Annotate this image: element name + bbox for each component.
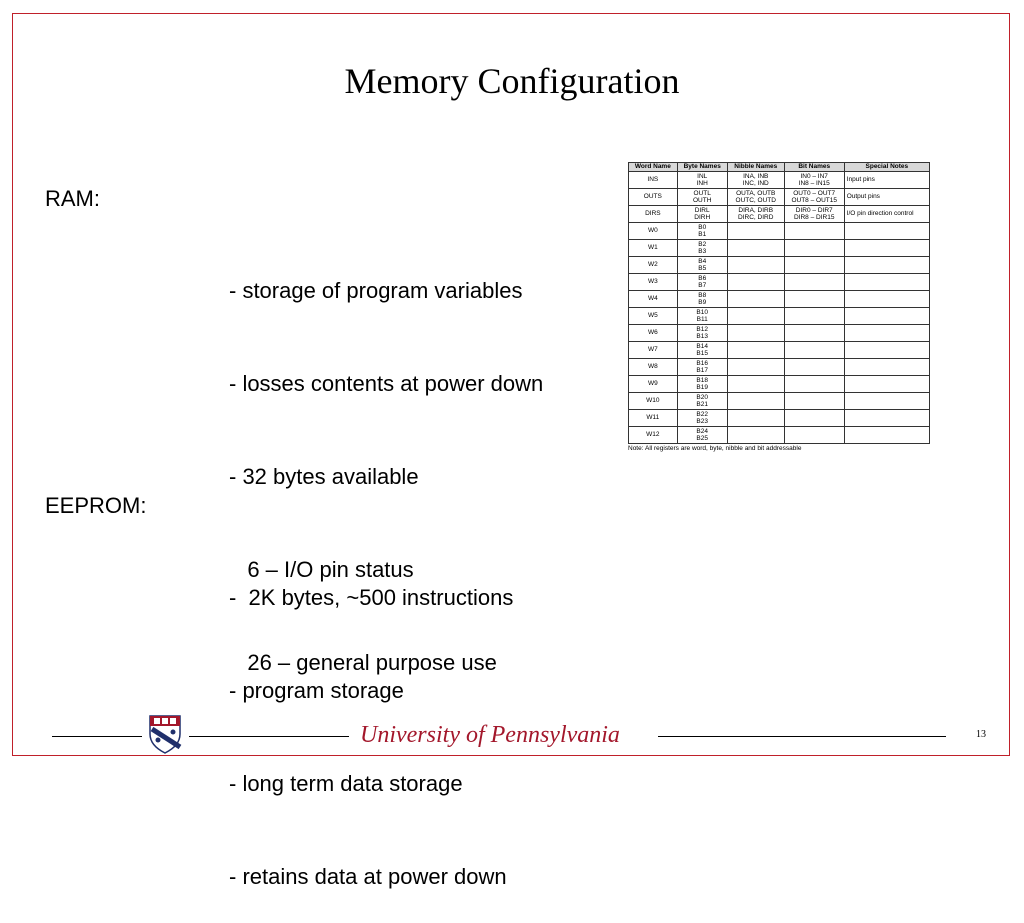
cell-line: B24	[696, 427, 708, 435]
cell-line: INL	[697, 172, 708, 180]
table-row	[629, 342, 930, 359]
table-cell-bits	[784, 427, 844, 444]
table-cell-bytes	[677, 172, 727, 189]
table-cell-bits	[784, 189, 844, 206]
cell-line: IN0 – IN7	[800, 172, 828, 180]
cell-line: B18	[696, 376, 708, 384]
cell-line: OUTC, OUTD	[735, 197, 776, 204]
cell-line: OUT0 – OUT7	[793, 189, 836, 197]
table-cell-nibbles	[727, 342, 784, 359]
table-cell-bytes	[677, 240, 727, 257]
table-cell-bytes	[677, 223, 727, 240]
table-cell-bits	[784, 206, 844, 223]
cell-line: B9	[698, 299, 707, 306]
cell-line: B12	[696, 325, 708, 333]
cell-line: DIRH	[694, 214, 711, 221]
table-cell-bytes	[677, 359, 727, 376]
table-cell-bits	[784, 359, 844, 376]
table-row	[629, 410, 930, 427]
table-cell-bits	[784, 223, 844, 240]
table-cell-notes	[844, 359, 929, 376]
table-cell-bytes	[677, 291, 727, 308]
table-cell-nibbles	[727, 427, 784, 444]
table-cell-nibbles	[727, 257, 784, 274]
table-cell-notes: Output pins	[844, 189, 929, 206]
table-cell-notes: Input pins	[844, 172, 929, 189]
page-title: Memory Configuration	[344, 61, 680, 101]
table-cell-bytes	[677, 393, 727, 410]
cell-line: INH	[696, 180, 708, 187]
cell-line: DIRA, DIRB	[738, 206, 774, 214]
table-row	[629, 359, 930, 376]
cell-line: B15	[696, 350, 708, 357]
table-cell-word: INS	[629, 172, 678, 189]
cell-line: B4	[698, 257, 707, 265]
table-cell-notes	[844, 342, 929, 359]
table-cell-bytes	[677, 189, 727, 206]
table-row	[629, 393, 930, 410]
table-cell-bytes	[677, 257, 727, 274]
table-cell-notes	[844, 240, 929, 257]
table-cell-bytes	[677, 376, 727, 393]
table-row	[629, 257, 930, 274]
cell-line: OUTH	[693, 197, 712, 204]
table-cell-bytes	[677, 410, 727, 427]
table-cell-word: W6	[629, 325, 678, 342]
cell-line: OUTA, OUTB	[736, 189, 776, 197]
register-table-figure	[628, 162, 930, 452]
table-cell-word: W11	[629, 410, 678, 427]
table-cell-notes	[844, 308, 929, 325]
cell-line: DIRC, DIRD	[738, 214, 774, 221]
cell-line: INA, INB	[743, 172, 769, 180]
table-cell-word: DIRS	[629, 206, 678, 223]
penn-shield-icon	[147, 714, 183, 754]
register-table-body	[629, 172, 930, 444]
cell-line: B17	[696, 367, 708, 374]
cell-line: DIR8 – DIR15	[793, 214, 835, 221]
table-cell-bits	[784, 393, 844, 410]
column-header: Word Name	[629, 163, 678, 172]
footer-rule	[658, 736, 946, 737]
table-cell-notes	[844, 274, 929, 291]
table-row	[629, 427, 930, 444]
cell-line: B7	[698, 282, 707, 289]
table-cell-bytes	[677, 325, 727, 342]
table-row	[629, 189, 930, 206]
cell-line: B3	[698, 248, 707, 255]
cell-line: B25	[696, 435, 708, 442]
table-cell-nibbles	[727, 206, 784, 223]
institution-name: University of Pennsylvania	[360, 722, 620, 748]
table-cell-notes	[844, 257, 929, 274]
cell-line: INC, IND	[742, 180, 769, 187]
cell-line: B20	[696, 393, 708, 401]
table-cell-nibbles	[727, 189, 784, 206]
register-table	[628, 162, 930, 444]
table-cell-bits	[784, 325, 844, 342]
table-cell-notes	[844, 223, 929, 240]
list-item: - retains data at power down	[229, 864, 507, 889]
list-item: 26 – general purpose use	[229, 650, 497, 675]
cell-line: DIRL	[694, 206, 710, 214]
table-cell-word: W8	[629, 359, 678, 376]
table-row	[629, 376, 930, 393]
table-cell-nibbles	[727, 223, 784, 240]
table-row	[629, 274, 930, 291]
table-cell-bits	[784, 240, 844, 257]
cell-line: B21	[696, 401, 708, 408]
table-cell-word: W4	[629, 291, 678, 308]
cell-line: OUTL	[693, 189, 711, 197]
cell-line: B5	[698, 265, 707, 272]
list-item: - program storage	[229, 678, 404, 703]
cell-line: DIR0 – DIR7	[795, 206, 833, 214]
eeprom-label: EEPROM:	[45, 493, 147, 518]
list-item: - 2K bytes, ~500 instructions	[229, 585, 514, 610]
table-cell-word: W1	[629, 240, 678, 257]
cell-line: IN8 – IN15	[798, 180, 830, 187]
table-note: Note: All registers are word, byte, nibble and bit addressable	[628, 445, 802, 452]
footer-rule	[52, 736, 142, 737]
footer-rule	[189, 736, 349, 737]
table-row	[629, 291, 930, 308]
table-cell-word: W5	[629, 308, 678, 325]
table-cell-nibbles	[727, 308, 784, 325]
cell-line: B10	[696, 308, 708, 316]
column-header: Special Notes	[844, 163, 929, 172]
table-cell-bits	[784, 257, 844, 274]
table-cell-bytes	[677, 427, 727, 444]
table-cell-bytes	[677, 206, 727, 223]
table-cell-bytes	[677, 274, 727, 291]
table-cell-notes	[844, 393, 929, 410]
table-cell-bytes	[677, 308, 727, 325]
table-cell-word: W7	[629, 342, 678, 359]
cell-line: B14	[696, 342, 708, 350]
ram-label: RAM:	[45, 186, 100, 211]
cell-line: B6	[698, 274, 707, 282]
table-cell-bits	[784, 308, 844, 325]
table-cell-word: W3	[629, 274, 678, 291]
list-item: 6 – I/O pin status	[229, 557, 414, 582]
table-cell-bits	[784, 172, 844, 189]
table-cell-word: W9	[629, 376, 678, 393]
table-cell-word: W2	[629, 257, 678, 274]
list-item: - storage of program variables	[229, 278, 523, 303]
table-cell-bits	[784, 342, 844, 359]
cell-line: B1	[698, 231, 707, 238]
cell-line: B2	[698, 240, 707, 248]
table-cell-notes	[844, 410, 929, 427]
table-cell-word: W12	[629, 427, 678, 444]
list-item: - 32 bytes available	[229, 464, 419, 489]
table-cell-word: W10	[629, 393, 678, 410]
table-cell-bits	[784, 376, 844, 393]
table-row	[629, 325, 930, 342]
column-header: Nibble Names	[727, 163, 784, 172]
table-cell-bits	[784, 274, 844, 291]
cell-line: B11	[696, 316, 708, 323]
table-cell-nibbles	[727, 325, 784, 342]
table-row	[629, 206, 930, 223]
table-cell-bits	[784, 410, 844, 427]
table-header-row	[629, 163, 930, 172]
cell-line: B23	[696, 418, 708, 425]
table-cell-word: OUTS	[629, 189, 678, 206]
cell-line: OUT8 – OUT15	[791, 197, 837, 204]
cell-line: B8	[698, 291, 707, 299]
table-cell-notes	[844, 427, 929, 444]
table-row	[629, 308, 930, 325]
cell-line: B13	[696, 333, 708, 340]
table-cell-nibbles	[727, 393, 784, 410]
table-cell-bytes	[677, 342, 727, 359]
table-row	[629, 172, 930, 189]
column-header: Byte Names	[677, 163, 727, 172]
table-cell-nibbles	[727, 410, 784, 427]
cell-line: B19	[696, 384, 708, 391]
table-cell-word: W0	[629, 223, 678, 240]
page-number: 13	[976, 729, 986, 740]
table-cell-notes	[844, 376, 929, 393]
cell-line: B22	[696, 410, 708, 418]
table-cell-bits	[784, 291, 844, 308]
table-cell-notes	[844, 325, 929, 342]
table-cell-nibbles	[727, 172, 784, 189]
column-header: Bit Names	[784, 163, 844, 172]
table-cell-nibbles	[727, 291, 784, 308]
table-cell-nibbles	[727, 240, 784, 257]
table-cell-notes: I/O pin direction control	[844, 206, 929, 223]
table-row	[629, 240, 930, 257]
cell-line: B0	[698, 223, 707, 231]
table-cell-nibbles	[727, 274, 784, 291]
table-cell-notes	[844, 291, 929, 308]
table-row	[629, 223, 930, 240]
cell-line: B16	[696, 359, 708, 367]
list-item: - long term data storage	[229, 771, 463, 796]
table-cell-nibbles	[727, 359, 784, 376]
list-item: - losses contents at power down	[229, 371, 544, 396]
table-cell-nibbles	[727, 376, 784, 393]
